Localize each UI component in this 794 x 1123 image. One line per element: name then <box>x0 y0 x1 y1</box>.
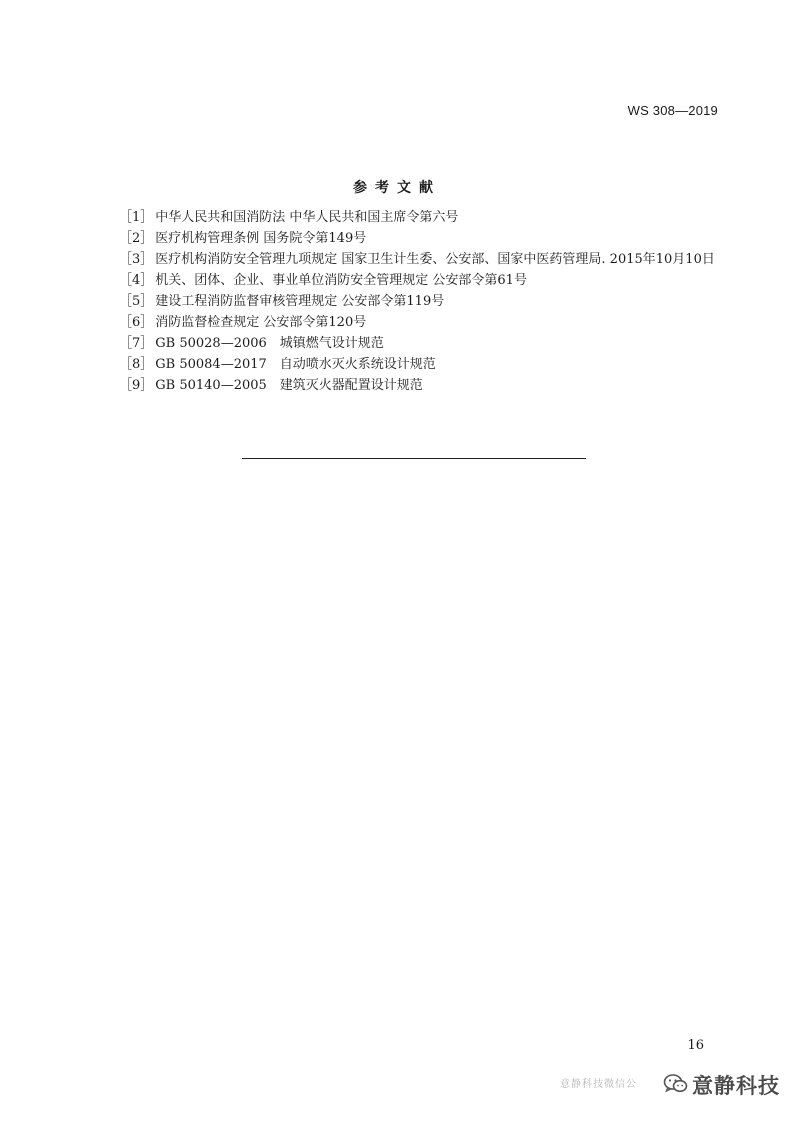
reference-item <box>95 228 720 249</box>
reference-item <box>95 291 720 312</box>
document-code: WS 308—2019 <box>627 103 718 118</box>
watermark <box>560 1070 790 1104</box>
reference-number: ［9］ <box>119 378 154 393</box>
reference-text: GB 50084—2017 自动喷水灭火系统设计规范 <box>155 357 436 372</box>
reference-text: 医疗机构消防安全管理九项规定 国家卫生计生委、公安部、国家中医药管理局. 2015年10月10日 <box>155 252 715 267</box>
reference-number: ［7］ <box>119 336 154 351</box>
reference-text: GB 50140—2005 建筑灭火器配置设计规范 <box>155 378 423 393</box>
reference-item <box>95 375 720 396</box>
reference-text: 机关、团体、企业、事业单位消防安全管理规定 公安部令第61号 <box>155 273 527 288</box>
reference-text: 中华人民共和国消防法 中华人民共和国主席令第六号 <box>155 210 459 225</box>
reference-item <box>95 270 720 291</box>
reference-text: 建设工程消防监督审核管理规定 公安部令第119号 <box>155 294 445 309</box>
reference-number: ［6］ <box>119 315 154 330</box>
wechat-icon <box>663 1073 689 1095</box>
page-number: 16 <box>687 1038 704 1053</box>
reference-number: ［1］ <box>119 210 154 225</box>
reference-item <box>95 207 720 228</box>
reference-item <box>95 333 720 354</box>
watermark-small-text: 意静科技微信公 <box>560 1079 637 1090</box>
watermark-brand: 意静科技 <box>692 1074 780 1098</box>
reference-text: GB 50028—2006 城镇燃气设计规范 <box>155 336 384 351</box>
reference-text: 医疗机构管理条例 国务院令第149号 <box>155 231 367 246</box>
reference-number: ［2］ <box>119 231 154 246</box>
reference-item <box>95 249 720 270</box>
reference-list <box>95 207 720 396</box>
reference-text: 消防监督检查规定 公安部令第120号 <box>155 315 367 330</box>
reference-number: ［8］ <box>119 357 154 372</box>
reference-number: ［4］ <box>119 273 154 288</box>
reference-number: ［5］ <box>119 294 154 309</box>
reference-number: ［3］ <box>119 252 154 267</box>
reference-item <box>95 354 720 375</box>
end-rule <box>242 458 586 459</box>
section-title: 参考文献 <box>353 180 441 196</box>
reference-item <box>95 312 720 333</box>
